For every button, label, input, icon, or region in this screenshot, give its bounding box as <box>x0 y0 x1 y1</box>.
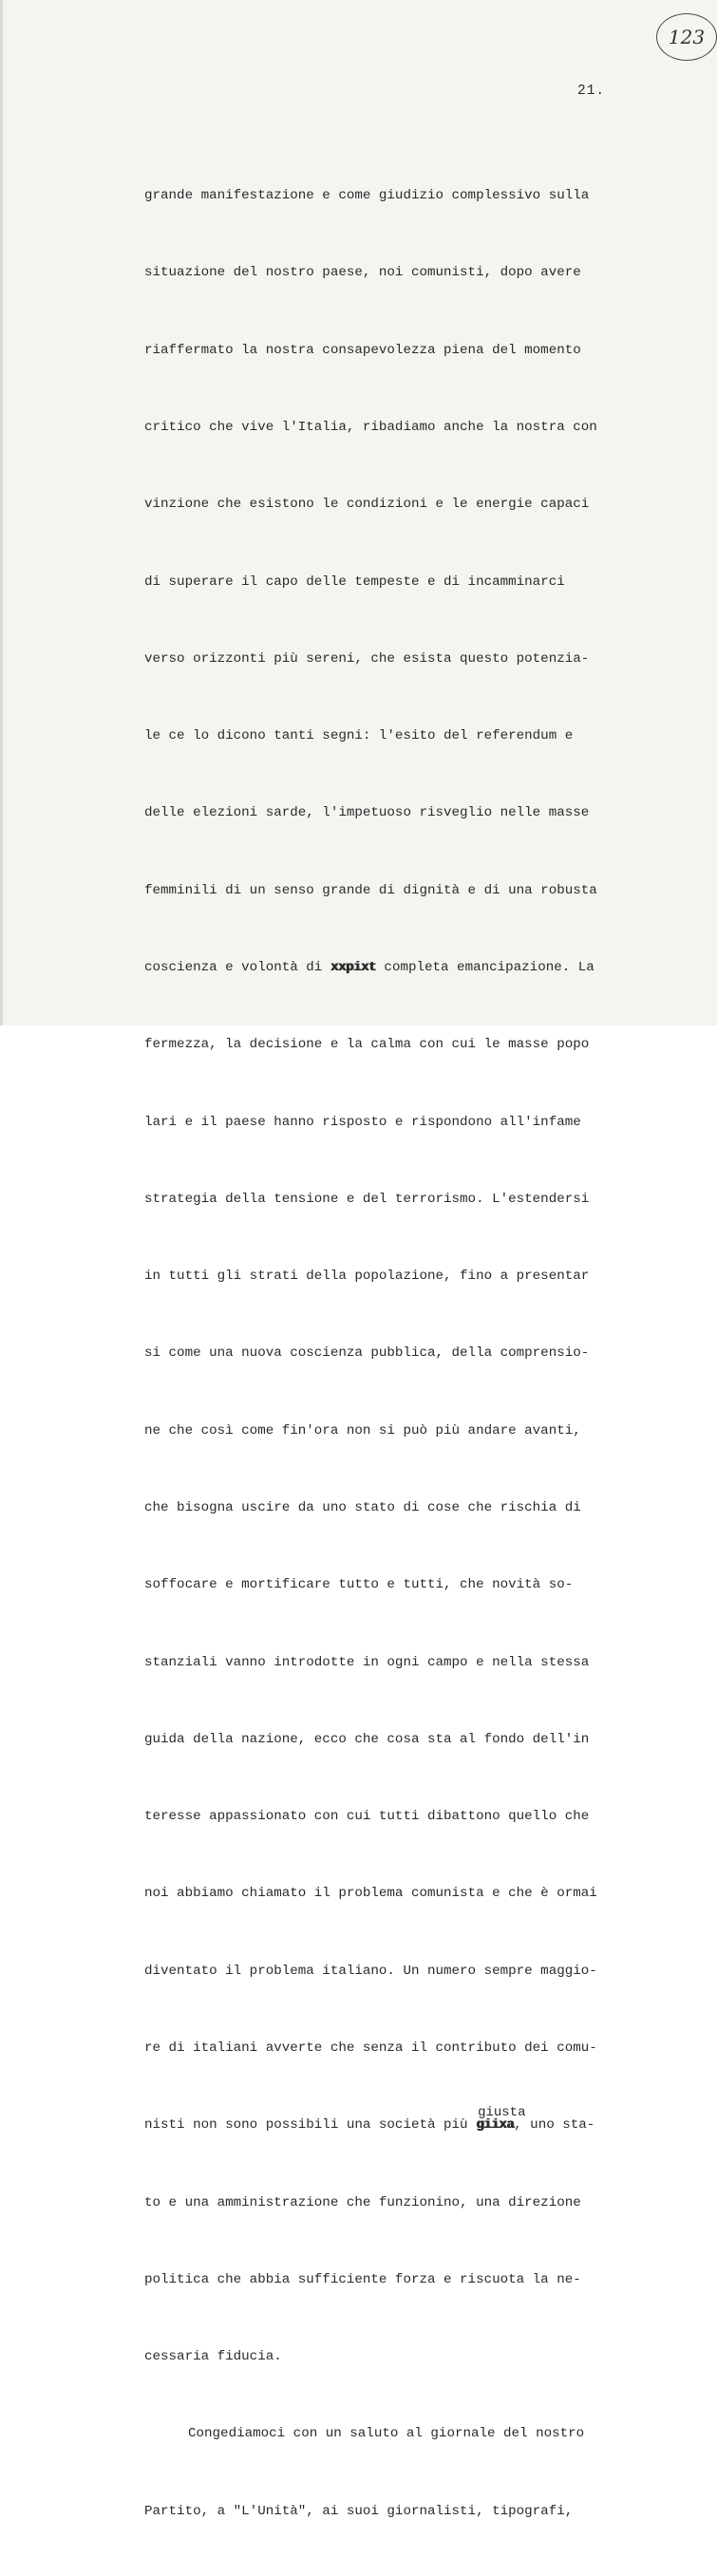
text-line: teresse appassionato con cui tutti dibattono quello che <box>144 1809 590 1825</box>
text-line: fermezza, la decisione e la calma con cui le masse popo <box>144 1037 590 1053</box>
text-line: grande manifestazione e come giudizio complessivo sulla <box>144 188 590 204</box>
text-line: to e una amministrazione che funzionino, una direzione <box>144 2194 581 2210</box>
text-segment: nisti non sono possibili una società più <box>144 2117 477 2134</box>
struck-out-word: xxpixt <box>330 960 376 975</box>
text-line: ne che così come fin'ora non si può più andare avanti, <box>144 1422 581 1438</box>
folio-number: 123 <box>656 13 717 61</box>
text-line: cessaria fiducia. <box>144 2349 282 2365</box>
page-number: 21. <box>577 84 606 99</box>
text-line: noi abbiamo chiamato il problema comunista e che è ormai <box>144 1886 597 1902</box>
text-line: femminili di un senso grande di dignità e di una robusta <box>144 882 597 898</box>
text-line: Partito, a "L'Unità", ai suoi giornalisti, tipografi, <box>144 2503 574 2519</box>
text-line: critico che vive l'Italia, ribadiamo anche la nostra con <box>144 420 597 436</box>
text-line: lari e il paese hanno risposto e rispondono all'infame <box>144 1114 581 1130</box>
body-text <box>144 132 638 2576</box>
text-line: che bisogna uscire da uno stato di cose che rischia di <box>144 1499 581 1515</box>
correction <box>476 2105 526 2138</box>
text-line <box>144 2105 638 2138</box>
text-line: politica che abbia sufficiente forza e riscuota la ne- <box>144 2271 581 2287</box>
text-line: stanziali vanno introdotte in ogni campo e nella stessa <box>144 1654 590 1670</box>
struck-out-word: giixa <box>476 2117 515 2134</box>
text-segment: coscienza e volontà di <box>144 960 330 975</box>
text-line: strategia della tensione e del terrorismo. L'estendersi <box>144 1191 590 1207</box>
text-line: le ce lo dicono tanti segni: l'esito del referendum e <box>144 728 574 744</box>
text-line: riaffermato la nostra consapevolezza piena del momento <box>144 342 581 358</box>
text-line: delle elezioni sarde, l'impetuoso risveglio nelle masse <box>144 805 590 821</box>
text-line: verso orizzonti più sereni, che esista questo potenzia- <box>144 650 590 667</box>
text-line: vinzione che esistono le condizioni e le energie capaci <box>144 497 590 513</box>
text-line: situazione del nostro paese, noi comunisti, dopo avere <box>144 265 581 281</box>
text-segment: , uno sta- <box>514 2117 595 2134</box>
text-segment: completa emancipazione. La <box>375 960 594 975</box>
text-line: soffocare e mortificare tutto e tutti, che novità so- <box>144 1577 574 1593</box>
paragraph-start-line: Congediamoci con un saluto al giornale del nostro <box>188 2426 585 2442</box>
text-line: di superare il capo delle tempeste e di incamminarci <box>144 573 565 590</box>
text-line: guida della nazione, ecco che cosa sta al fondo dell'in <box>144 1731 590 1747</box>
text-line: in tutti gli strati della popolazione, fino a presentar <box>144 1269 590 1285</box>
text-line <box>144 955 638 981</box>
text-line: diventato il problema italiano. Un numero sempre maggio- <box>144 1963 597 1979</box>
text-line: re di italiani avverte che senza il contributo dei comu- <box>144 2040 597 2056</box>
text-line: si come una nuova coscienza pubblica, della comprensio- <box>144 1345 590 1362</box>
correction-above: giusta <box>478 2105 526 2121</box>
